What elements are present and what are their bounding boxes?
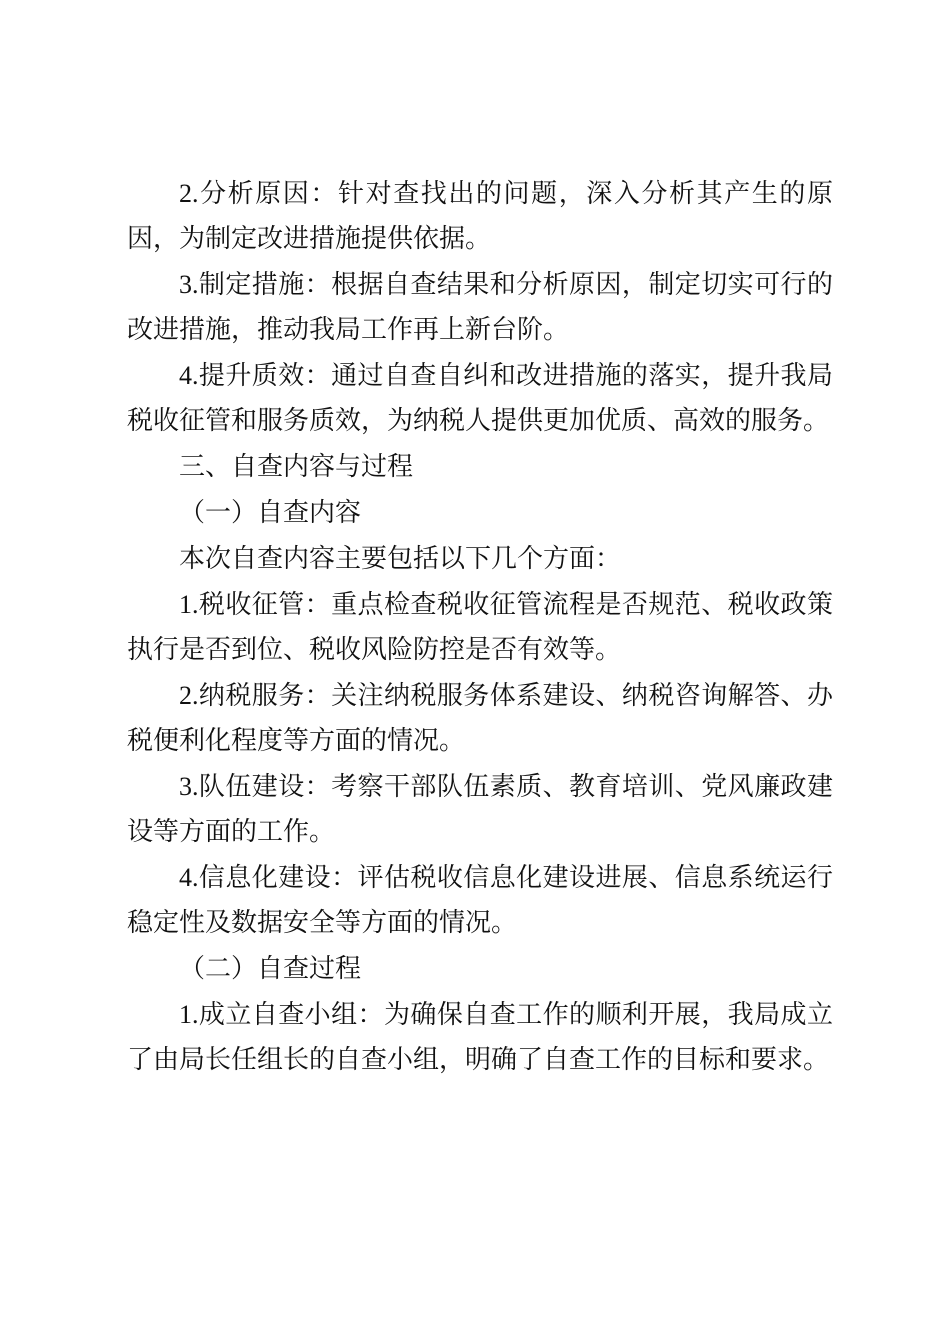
item-number: 3. [179, 270, 199, 299]
paragraph-make-measures [127, 262, 833, 353]
item-number: 4. [179, 863, 199, 892]
heading-text: （二）自查过程 [179, 954, 362, 984]
paragraph-text: 本次自查内容主要包括以下几个方面： [179, 544, 622, 574]
paragraph-intro [127, 536, 833, 582]
heading-text: 三、自查内容与过程 [179, 452, 414, 482]
paragraph-text: 提升质效：通过自查自纠和改进措施的落实，提升我局税收征管和服务质效，为纳税人提供更加优质、高效的服务。 [127, 361, 833, 436]
paragraph-taxpayer-service [127, 673, 833, 764]
paragraph-improve-quality [127, 353, 833, 444]
heading-text: （一）自查内容 [179, 498, 362, 528]
item-number: 1. [179, 590, 199, 619]
subsection-heading-1 [127, 490, 833, 536]
paragraph-text: 税收征管：重点检查税收征管流程是否规范、税收政策执行是否到位、税收风险防控是否有效等。 [127, 590, 833, 665]
paragraph-self-check-team [127, 992, 833, 1083]
paragraph-team-building [127, 764, 833, 855]
paragraph-text: 纳税服务：关注纳税服务体系建设、纳税咨询解答、办税便利化程度等方面的情况。 [127, 681, 833, 756]
item-number: 4. [179, 361, 199, 390]
item-number: 2. [179, 681, 199, 710]
paragraph-text: 制定措施：根据自查结果和分析原因，制定切实可行的改进措施，推动我局工作再上新台阶。 [127, 270, 833, 345]
item-number: 1. [179, 1000, 199, 1029]
paragraph-text: 分析原因：针对查找出的问题，深入分析其产生的原因，为制定改进措施提供依据。 [127, 179, 833, 254]
paragraph-text: 队伍建设：考察干部队伍素质、教育培训、党风廉政建设等方面的工作。 [127, 772, 833, 847]
paragraph-informatization [127, 855, 833, 946]
paragraph-analyze-cause [127, 171, 833, 262]
paragraph-tax-collection [127, 582, 833, 673]
item-number: 3. [179, 772, 199, 801]
section-heading-3 [127, 444, 833, 490]
item-number: 2. [179, 179, 199, 208]
document-body [127, 171, 833, 1083]
paragraph-text: 成立自查小组：为确保自查工作的顺利开展，我局成立了由局长任组长的自查小组，明确了自查工作的目标和要求。 [127, 1000, 833, 1075]
subsection-heading-2 [127, 946, 833, 992]
paragraph-text: 信息化建设：评估税收信息化建设进展、信息系统运行稳定性及数据安全等方面的情况。 [127, 863, 833, 938]
